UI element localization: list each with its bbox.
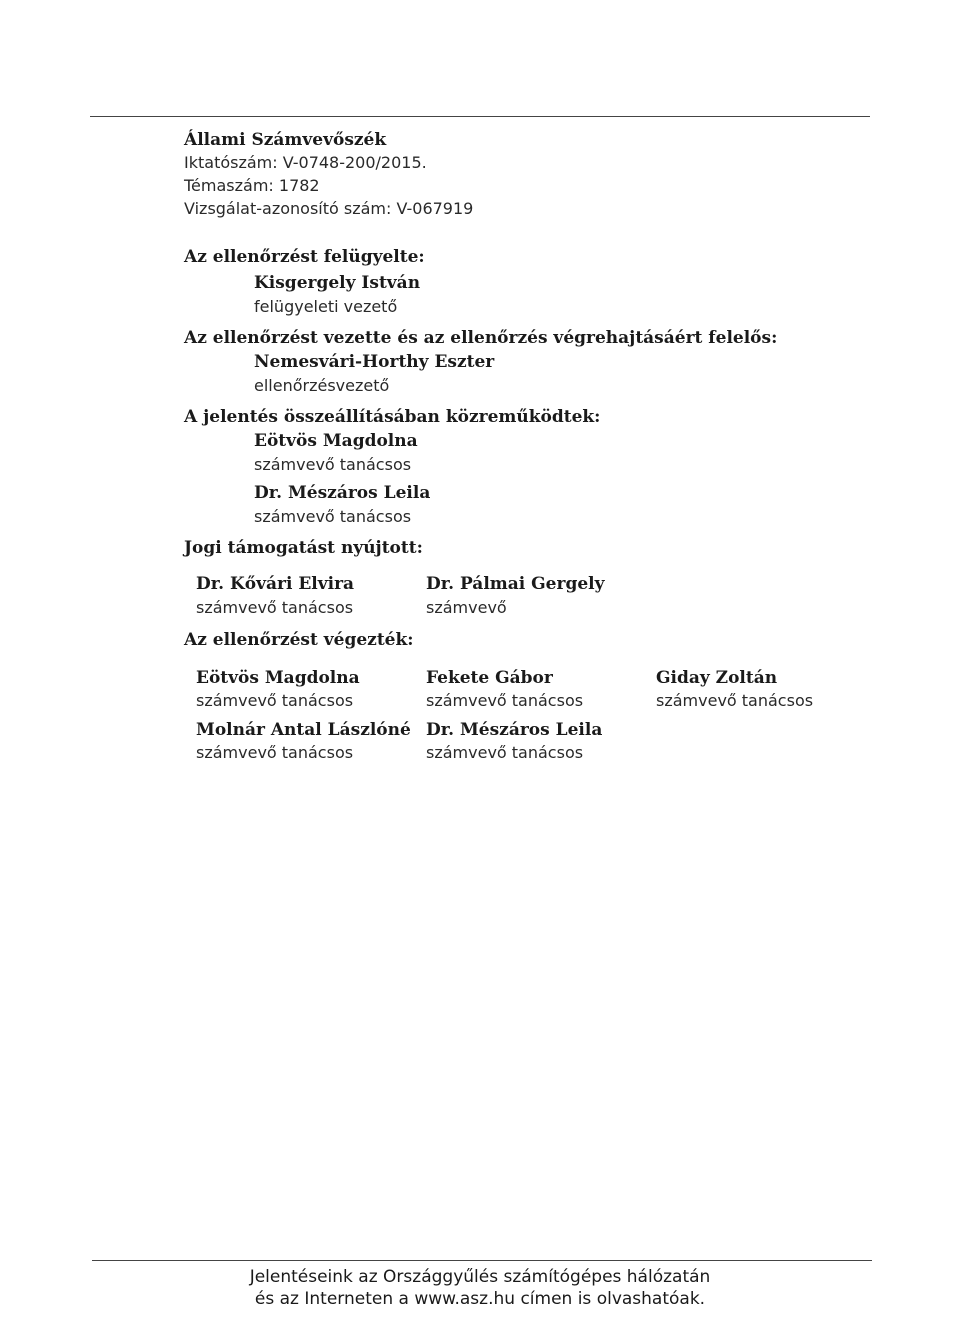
leader-name: Nemesvári-Horthy Eszter xyxy=(254,352,495,372)
leader-role: ellenőrzésvezető xyxy=(254,376,390,395)
auditor-name: Giday Zoltán xyxy=(656,668,778,688)
contributor-role: számvevő tanácsos xyxy=(254,455,412,474)
org-name: Állami Számvevőszék xyxy=(184,130,387,150)
auditor-name: Eötvös Magdolna xyxy=(196,668,360,688)
supervisor-name: Kisgergely István xyxy=(254,273,421,293)
footer-text xyxy=(180,1266,780,1310)
legal-heading: Jogi támogatást nyújtott: xyxy=(184,538,423,558)
contributor-name: Eötvös Magdolna xyxy=(254,431,418,451)
auditor-role: számvevő tanácsos xyxy=(196,743,354,762)
contributor-name: Dr. Mészáros Leila xyxy=(254,483,431,503)
temaszam: Témaszám: 1782 xyxy=(184,176,320,195)
legal-person-name: Dr. Pálmai Gergely xyxy=(426,574,605,594)
supervised-heading: Az ellenőrzést felügyelte: xyxy=(184,247,425,267)
supervisor-role: felügyeleti vezető xyxy=(254,297,398,316)
auditor-role: számvevő tanácsos xyxy=(426,691,584,710)
contributors-heading: A jelentés összeállításában közreműködtek: xyxy=(184,407,601,427)
auditor-role: számvevő tanácsos xyxy=(426,743,584,762)
legal-person-role: számvevő tanácsos xyxy=(196,598,354,617)
vizsgalat-azonosito: Vizsgálat-azonosító szám: V-067919 xyxy=(184,199,474,218)
auditor-role: számvevő tanácsos xyxy=(196,691,354,710)
auditor-name: Fekete Gábor xyxy=(426,668,553,688)
footer-line-2: és az Interneten a www.asz.hu címen is olvashatóak. xyxy=(254,1289,706,1309)
legal-person-name: Dr. Kővári Elvira xyxy=(196,574,355,594)
auditor-role: számvevő tanácsos xyxy=(656,691,814,710)
legal-person-role: számvevő xyxy=(426,598,507,617)
auditor-name: Molnár Antal Lászlóné xyxy=(196,720,411,740)
bottom-rule xyxy=(92,1260,872,1261)
led-heading: Az ellenőrzést vezette és az ellenőrzés végrehajtásáért felelős: xyxy=(184,328,778,348)
top-rule xyxy=(90,116,870,117)
auditors-heading: Az ellenőrzést végezték: xyxy=(184,630,414,650)
auditor-name: Dr. Mészáros Leila xyxy=(426,720,603,740)
footer-line-1: Jelentéseink az Országgyűlés számítógépes hálózatán xyxy=(249,1267,711,1287)
contributor-role: számvevő tanácsos xyxy=(254,507,412,526)
iktatoszam: Iktatószám: V-0748-200/2015. xyxy=(184,153,427,172)
